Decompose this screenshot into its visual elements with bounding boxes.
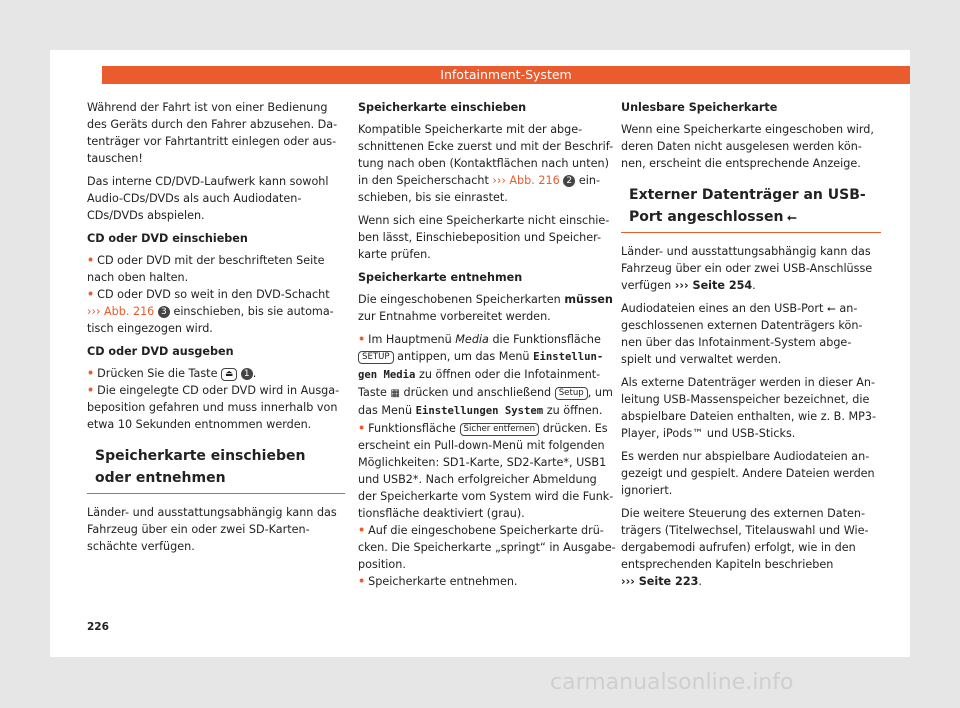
subheading: Unlesbare Speicherkarte	[621, 101, 778, 114]
subheading: CD oder DVD ausgeben	[87, 345, 234, 358]
setup-key: SETUP	[358, 351, 394, 364]
section-heading: Externer Datenträger an USB-Port angeschlossen ⭠	[621, 184, 881, 233]
subheading: Speicherkarte entnehmen	[358, 271, 523, 284]
figure-link[interactable]: ››› Abb. 216	[492, 174, 560, 187]
callout-number: 3	[158, 306, 170, 318]
page-link[interactable]: ››› Seite 223	[621, 575, 699, 588]
paragraph: Es werden nur abspielbare Audiodateien an-gezeigt und gespielt. Andere Dateien werden ignoriert.	[621, 450, 875, 497]
paragraph: Kompatible Speicherkarte mit der abge-schnittenen Ecke zuerst und mit der Beschrif-tung nach oben (Kontaktflächen nach unten) in den Speicherschacht ››› Abb. 216 2 ein-schieben, bis sie einrastet.	[358, 123, 614, 204]
callout-number: 2	[563, 175, 575, 187]
subheading: Speicherkarte einschieben	[358, 101, 527, 114]
usb-icon: ⭠	[826, 302, 836, 315]
eject-key-icon: ⏏	[221, 368, 237, 381]
paragraph: Das interne CD/DVD-Laufwerk kann sowohl Audio-CDs/DVDs als auch Audiodaten-CDs/DVDs abspielen.	[87, 175, 329, 222]
bullet-item: • Drücken Sie die Taste ⏏ 1 .	[87, 367, 257, 380]
column-middle	[358, 99, 616, 590]
page-link[interactable]: ››› Seite 254	[674, 279, 753, 292]
paragraph: Länder- und ausstattungsabhängig kann das Fahrzeug über ein oder zwei SD-Karten-schächte verfügen.	[87, 506, 337, 553]
paragraph: Wenn sich eine Speicherkarte nicht einschie-ben lässt, Einschiebeposition und Speicher-karte prüfen.	[358, 214, 610, 261]
subheading: CD oder DVD einschieben	[87, 232, 248, 245]
paragraph: Die weitere Steuerung des externen Daten-trägers (Titelwechsel, Titelauswahl und Wie-dergabemodi aufrufen) erfolgt, wie in den entsprechenden Kapiteln beschrieben ››› Seite 223.	[621, 507, 869, 588]
usb-icon: ⭠	[787, 210, 797, 224]
paragraph: Wenn eine Speicherkarte eingeschoben wird, deren Daten nicht ausgelesen werden kön-nen, erscheint die entsprechende Anzeige.	[621, 123, 874, 170]
setup-key: Setup	[555, 387, 588, 400]
bullet-item: • Auf die eingeschobene Speicherkarte drü-cken. Die Speicherkarte „springt“ in Ausgabe-position.	[358, 524, 616, 571]
bullet-item: • CD oder DVD mit der beschrifteten Seite nach oben halten.	[87, 254, 325, 284]
paragraph: Länder- und ausstattungsabhängig kann das Fahrzeug über ein oder zwei USB-Anschlüsse verfügen ››› Seite 254.	[621, 245, 873, 292]
page-header: Infotainment-System	[102, 66, 910, 84]
section-heading: Speicherkarte einschieben oder entnehmen	[87, 445, 345, 494]
page-number: 226	[87, 621, 109, 633]
callout-number: 1	[241, 368, 253, 380]
bullet-item: • Funktionsfläche Sicher entfernen drücken. Es erscheint ein Pull-down-Menü mit folgenden Möglichkeiten: SD1-Karte, SD2-Karte*, USB1 und USB2*. Nach erfolgreicher Abmeldung der Speicherkarte vom System wird die Funk-tionsfläche deaktiviert (grau).	[358, 422, 614, 520]
paragraph: Audiodateien eines an den USB-Port ⭠ an-geschlossenen externen Datenträgers kön-nen über das Infotainment-System abge-spielt und verwaltet werden.	[621, 302, 863, 366]
watermark: carmanualsonline.info	[550, 670, 794, 695]
manual-page	[50, 50, 910, 657]
paragraph: Die eingeschobenen Speicherkarten müssen zur Entnahme vorbereitet werden.	[358, 293, 613, 323]
warning-paragraph: Während der Fahrt ist von einer Bedienung des Geräts durch den Fahrer abzusehen. Da-tenträger vor Fahrtantritt einlegen oder aus-tauschen!	[87, 101, 338, 165]
figure-link[interactable]: ››› Abb. 216	[87, 305, 155, 318]
bullet-item: • Im Hauptmenü Media die Funktionsfläche SETUP antippen, um das Menü Einstellun-gen Media zu öffnen oder die Infotainment-Taste ▦ drücken und anschließend Setup , um das Menü Einstellungen System zu öffnen.	[358, 333, 613, 417]
column-right	[621, 99, 881, 596]
safe-remove-key: Sicher entfernen	[460, 423, 540, 436]
bullet-item: • Speicherkarte entnehmen.	[358, 575, 518, 588]
paragraph: Als externe Datenträger werden in dieser An-leitung USB-Massenspeicher bezeichnet, die abspielbare Dateien enthalten, wie z. B. MP3-Player, iPods™ und USB-Sticks.	[621, 376, 877, 440]
bullet-item: • Die eingelegte CD oder DVD wird in Ausga-beposition gefahren und muss innerhalb von etwa 10 Sekunden entnommen werden.	[87, 384, 340, 431]
column-left	[87, 99, 345, 561]
infotainment-key-icon: ▦	[390, 388, 400, 399]
bullet-item: • CD oder DVD so weit in den DVD-Schacht ››› Abb. 216 3 einschieben, bis sie automa-tisch eingezogen wird.	[87, 288, 334, 335]
